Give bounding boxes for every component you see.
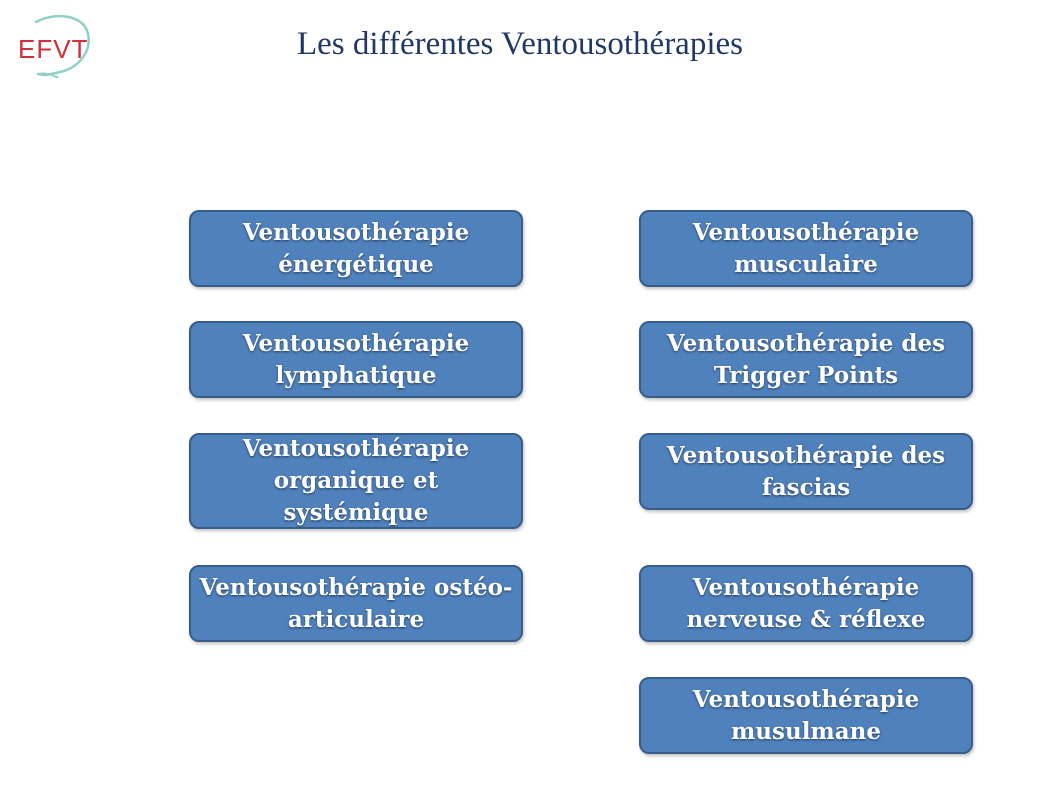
page-title: Les différentes Ventousothérapies: [297, 26, 743, 62]
box-lymphatique: [189, 321, 523, 398]
box-trigger-points: [639, 321, 973, 398]
box-label: Ventousothérapie énergétique: [242, 218, 470, 278]
box-label: Ventousothérapie organique et systémique: [242, 435, 470, 526]
box-organique-systemique: [189, 433, 523, 529]
logo-text: EFVT: [18, 34, 89, 64]
box-label: Ventousothérapie lymphatique: [242, 329, 470, 389]
box-energetique: [189, 210, 523, 287]
box-label: Ventousothérapie des Trigger Points: [666, 329, 946, 389]
box-osteo-articulaire: [189, 565, 523, 642]
box-nerveuse-reflexe: [639, 565, 973, 642]
box-musculaire: [639, 210, 973, 287]
box-fascias: [639, 433, 973, 510]
box-label: Ventousothérapie nerveuse & réflexe: [686, 573, 926, 633]
box-label: Ventousothérapie musulmane: [692, 685, 920, 745]
box-label: Ventousothérapie ostéo-articulaire: [199, 573, 513, 633]
box-musulmane: [639, 677, 973, 754]
box-label: Ventousothérapie des fascias: [666, 441, 946, 501]
box-label: Ventousothérapie musculaire: [692, 218, 920, 278]
